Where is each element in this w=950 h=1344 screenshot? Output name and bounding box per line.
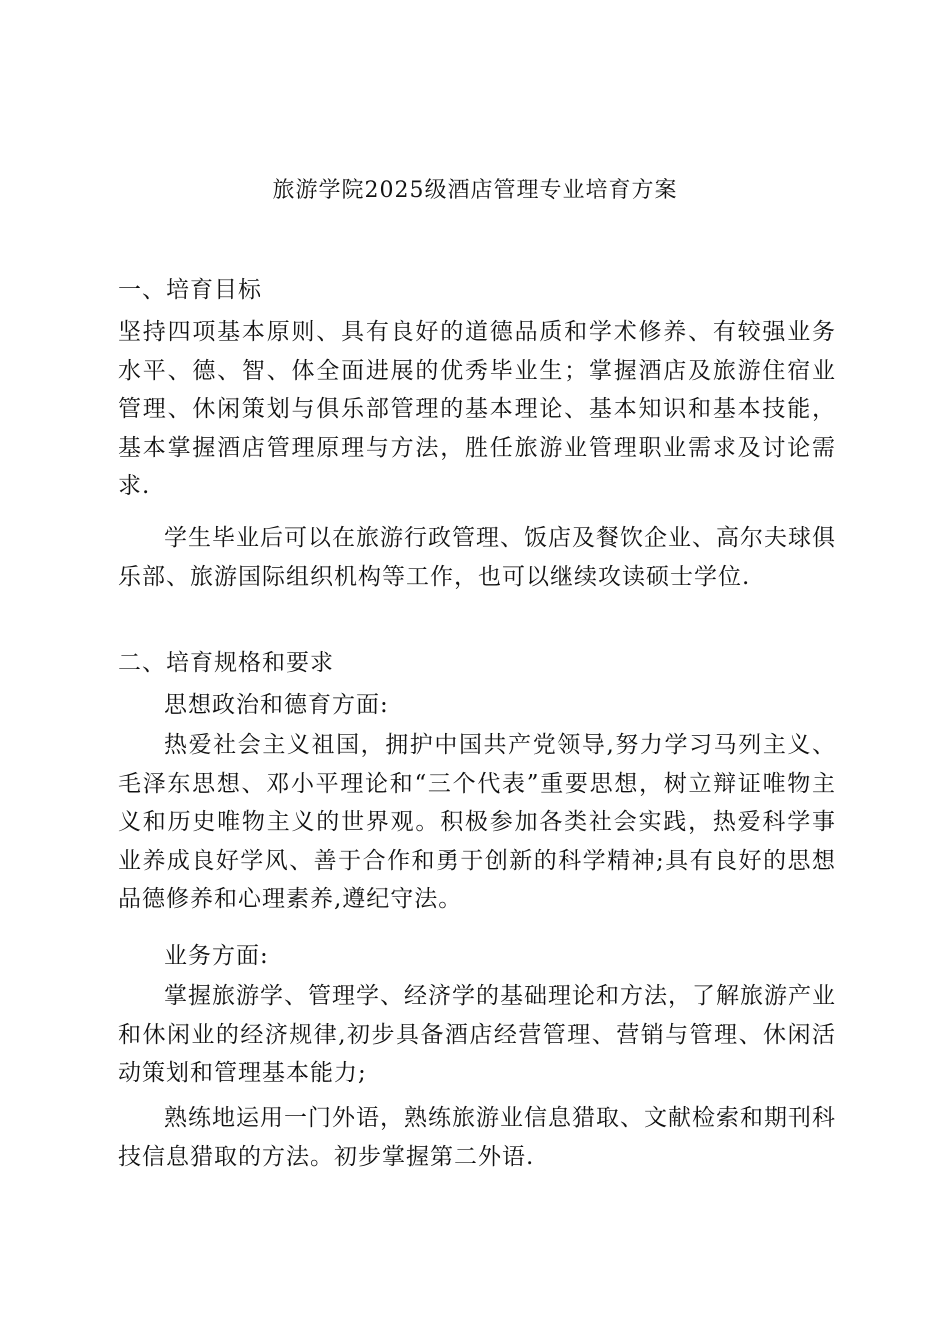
subheading-professional: 业务方面:	[164, 943, 269, 969]
career-paragraph: 学生毕业后可以在旅游行政管理、饭店及餐饮企业、高尔夫球俱乐部、旅游国际组织机构等工作，也可以继续攻读硕士学位.	[118, 525, 836, 590]
professional-paragraph-1: 掌握旅游学、管理学、经济学的基础理论和方法，了解旅游产业和休闲业的经济规律,初步具备酒店经营管理、营销与管理、休闲活动策划和管理基本能力;	[118, 983, 836, 1086]
goals-paragraph: 坚持四项基本原则、具有良好的道德品质和学术修养、有较强业务水平、德、智、体全面进展的优秀毕业生；掌握酒店及旅游住宿业管理、休闲策划与俱乐部管理的基本理论、基本知识和基本技能，基本掌握酒店管理原理与方法，胜任旅游业管理职业需求及讨论需求.	[118, 319, 836, 499]
document-title: 旅游学院2025级酒店管理专业培育方案	[272, 178, 678, 203]
subheading-moral-education: 思想政治和德育方面:	[164, 692, 389, 718]
professional-paragraph-2: 熟练地运用一门外语，熟练旅游业信息猎取、文献检索和期刊科技信息猎取的方法。初步掌握第二外语.	[118, 1105, 836, 1170]
section-heading-requirements: 二、培育规格和要求	[118, 650, 334, 676]
section-heading-goals: 一、培育目标	[118, 277, 262, 303]
moral-education-paragraph: 热爱社会主义祖国，拥护中国共产党领导,努力学习马列主义、毛泽东思想、邓小平理论和“三个代表”重要思想，树立辩证唯物主义和历史唯物主义的世界观。积极参加各类社会实践，热爱科学事业养成良好学风、善于合作和勇于创新的科学精神;具有良好的思想品德修养和心理素养,遵纪守法。	[118, 732, 836, 912]
